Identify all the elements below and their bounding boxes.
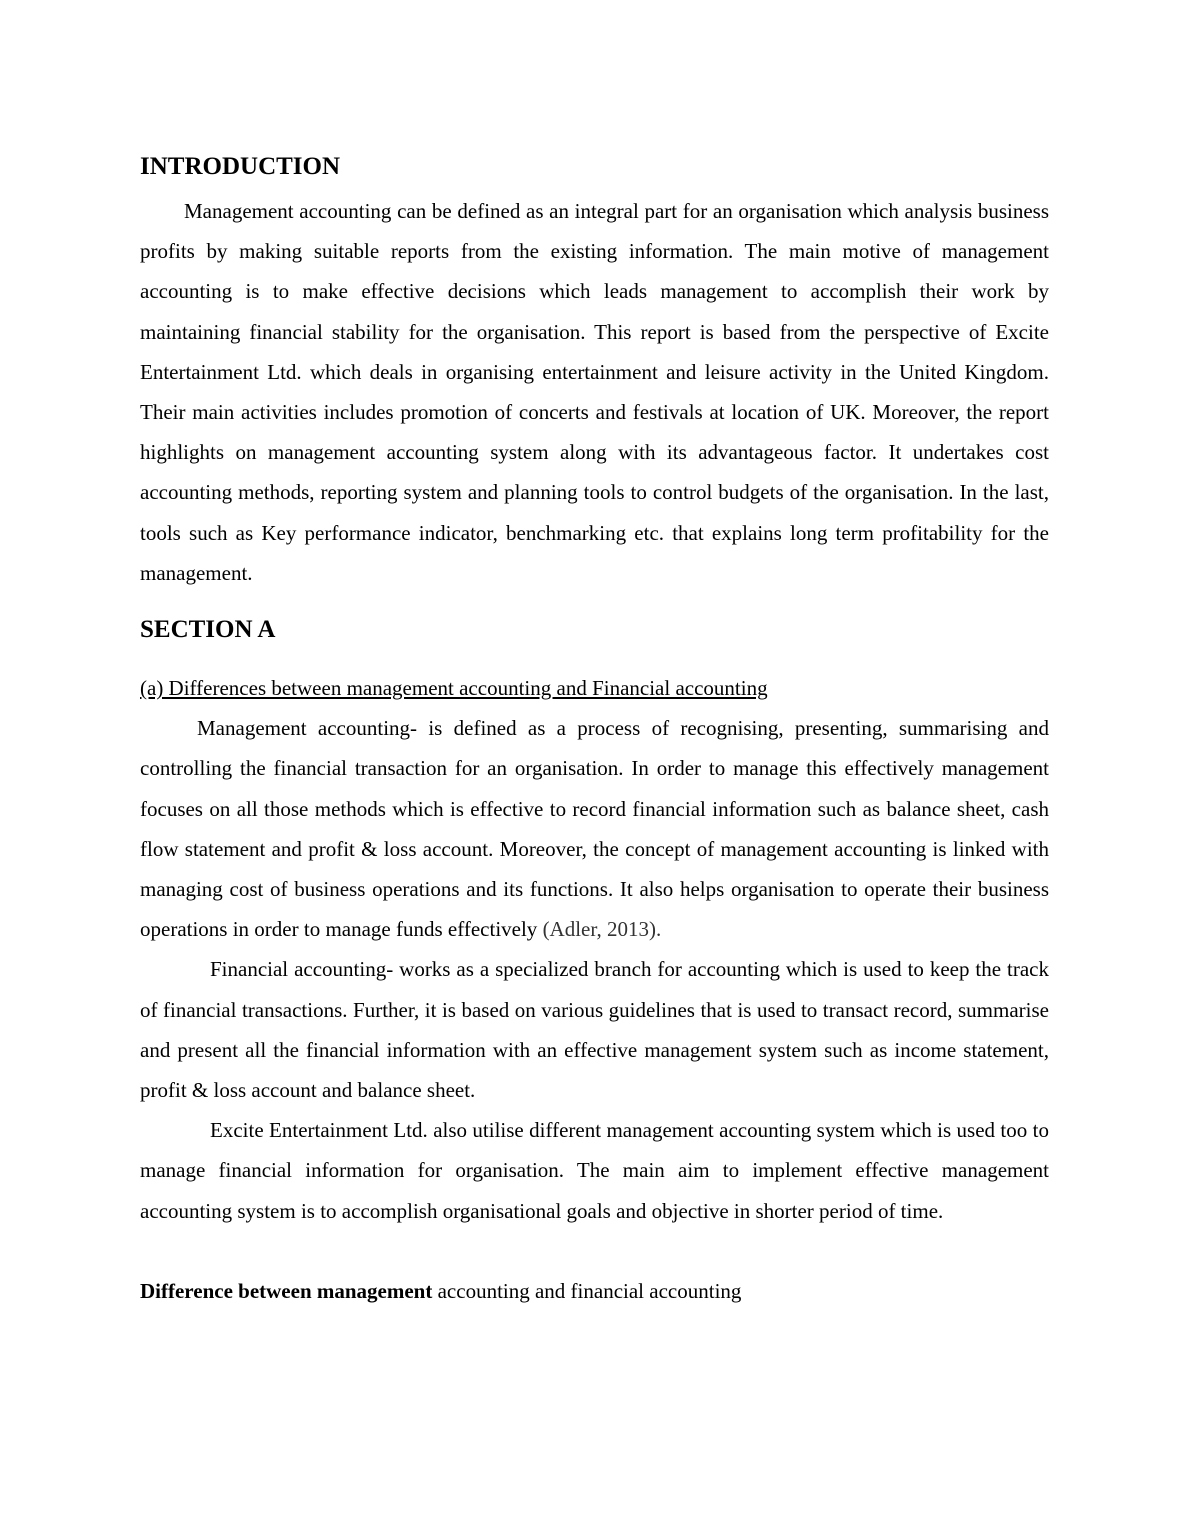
citation: (Adler, 2013). xyxy=(542,917,662,942)
document-page xyxy=(140,150,1049,1311)
section-a-heading: SECTION A xyxy=(140,616,276,644)
table-caption xyxy=(140,1271,1049,1311)
management-accounting-text: Management accounting- is defined as a process of recognising, presenting, summarising and controlling the financial transaction for an organisation. In order to manage this effectively management focuses on all those methods which is effective to record financial information such as balance sheet, cash flow statement and profit & loss account. Moreover, the concept of management accounting is linked with managing cost of business operations and its functions. It also helps organisation to operate their business operations in order to manage funds effectively xyxy=(140,716,1049,942)
table-caption-bold: Difference between management xyxy=(140,1278,433,1303)
section-a-subheading: (a) Differences between management accounting and Financial accounting xyxy=(140,676,768,701)
introduction-heading: INTRODUCTION xyxy=(140,153,341,180)
table-caption-rest: accounting and financial accounting xyxy=(432,1278,742,1303)
management-accounting-paragraph xyxy=(140,708,1049,949)
financial-accounting-paragraph: Financial accounting- works as a specialized branch for accounting which is used to keep the track of financial transactions. Further, it is based on various guidelines that is used to transact record, summarise and present all the financial information with an effective management system such as income statement, profit & loss account and balance sheet. xyxy=(140,957,1049,1103)
introduction-paragraph: Management accounting can be defined as an integral part for an organisation which analysis business profits by making suitable reports from the existing information. The main motive of management accounting is to make effective decisions which leads management to accomplish their work by maintaining financial stability for the organisation. This report is based from the perspective of Excite Entertainment Ltd. which deals in organising entertainment and leisure activity in the United Kingdom. Their main activities includes promotion of concerts and festivals at location of UK. Moreover, the report highlights on management accounting system along with its advantageous factor. It undertakes cost accounting methods, reporting system and planning tools to control budgets of the organisation. In the last, tools such as Key performance indicator, benchmarking etc. that explains long term profitability for the management. xyxy=(140,199,1049,585)
excite-entertainment-paragraph: Excite Entertainment Ltd. also utilise different management accounting system which is used too to manage financial information for organisation. The main aim to implement effective management accounting system is to accomplish organisational goals and objective in shorter period of time. xyxy=(140,1118,1049,1223)
